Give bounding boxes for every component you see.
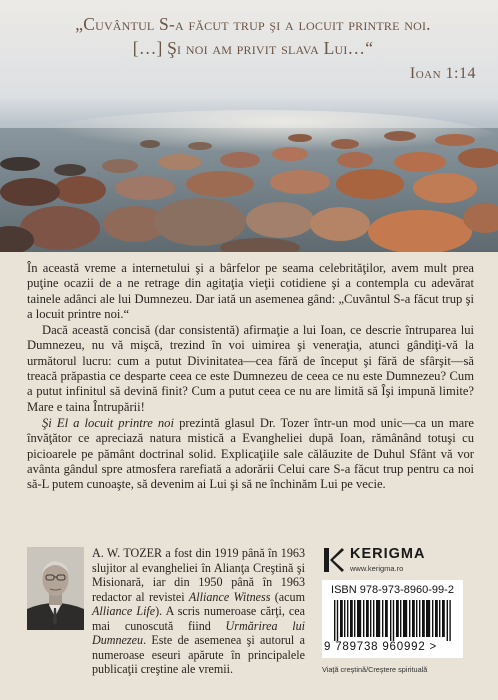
publisher-logo <box>323 546 473 576</box>
bio-part-4: . Este de asemenea şi autorul a numeroase eseuri apărute în principalele publicaţii creştine ale vremii. <box>92 633 305 676</box>
barcode-bars <box>326 600 459 641</box>
bible-quote <box>22 12 484 60</box>
description-paragraph-2: Dacă această concisă (dar consistentă) afirmaţie a lui Ioan, ce descrie întruparea lui Dumnezeu, nu vă mişcă, trezind în voi uimirea şi veneraţia, atunci gândiţi-vă la următorul lucru: cum a putut Divinitatea—cea fără de început şi fără de sfârşit—să treacă prăpastia ce desparte ceea ce este Dumnezeu de ceea ce nu este Dumnezeu? Cum a putut infinitul să devină finit? Cum a putut ceea ce nu are limită să Îşi impună limite? Mare e taina Întrupării! <box>27 323 474 414</box>
author-bio <box>92 546 305 677</box>
bio-part-2: (acum <box>270 589 305 604</box>
kerigma-logo-icon <box>323 547 345 573</box>
magazine-new-name: Alliance Life <box>92 604 156 618</box>
bio-part-1: A. W. TOZER a fost din 1919 până în 1963 slujitor al evangheliei în Alianţa Creştină şi Misionară, iar din 1950 până în 1963 redactor al revistei <box>92 546 305 604</box>
book-description <box>27 261 474 493</box>
description-paragraph-3-rest: prezintă glasul Dr. Tozer într-un mod unic—ca un mare învăţător ce apreciază natura mistică a Evangheliei după Ioan, rămânând totuşi cu picioarele pe pământ doctrinal solid. Explicaţiile sale călăuzite de Duhul Sfânt vă vor avânta gândul spre atmosfera rarefiată a adorării Celui care S-a făcut trup pentru ca noi să-L putem cunoaşte, să devenim ai Lui şi să ne închinăm Lui pe vecie. <box>27 415 474 492</box>
quote-reference: Ioan 1:14 <box>409 65 476 82</box>
description-paragraph-1: În această vreme a internetului şi a bârfelor pe seama celebrităţilor, avem mult prea puţine ocazii de a ne retrage din agitaţia vieţii cotidiene şi a contempla cu adevărat tainele adânci ale lui Dumnezeu. Dar iată un asemenea gând: „Cuvântul S-a făcut trup şi a locuit printre noi.“ <box>27 261 474 321</box>
bio-part-3: ). A scris numeroase cărţi, cea mai cunoscută fiind <box>92 604 305 633</box>
magazine-name: Alliance Witness <box>188 589 271 604</box>
description-paragraph-3 <box>27 416 474 492</box>
category-label: Viaţă creştină/Creştere spirituală <box>322 665 428 674</box>
publisher-name: KERIGMA <box>350 546 426 562</box>
isbn-label: ISBN 978-973-8960-99-2 <box>331 584 454 596</box>
famous-book-title: Urmărirea lui Dumnezeu <box>92 618 306 647</box>
author-photo <box>27 547 84 630</box>
quote-band <box>0 0 498 100</box>
barcode-digits: 9 789738 960992 > <box>324 641 438 653</box>
isbn-barcode <box>322 580 463 658</box>
quote-line-1: „Cuvântul S-a făcut trup şi a locuit printre noi. <box>75 14 431 34</box>
publisher-url: www.kerigma.ro <box>350 564 404 573</box>
book-title-italic: Şi El a locuit printre noi <box>42 415 174 430</box>
seashore-stones-photo <box>0 100 498 252</box>
quote-line-2: […] Şi noi am privit slava Lui…“ <box>132 38 374 58</box>
